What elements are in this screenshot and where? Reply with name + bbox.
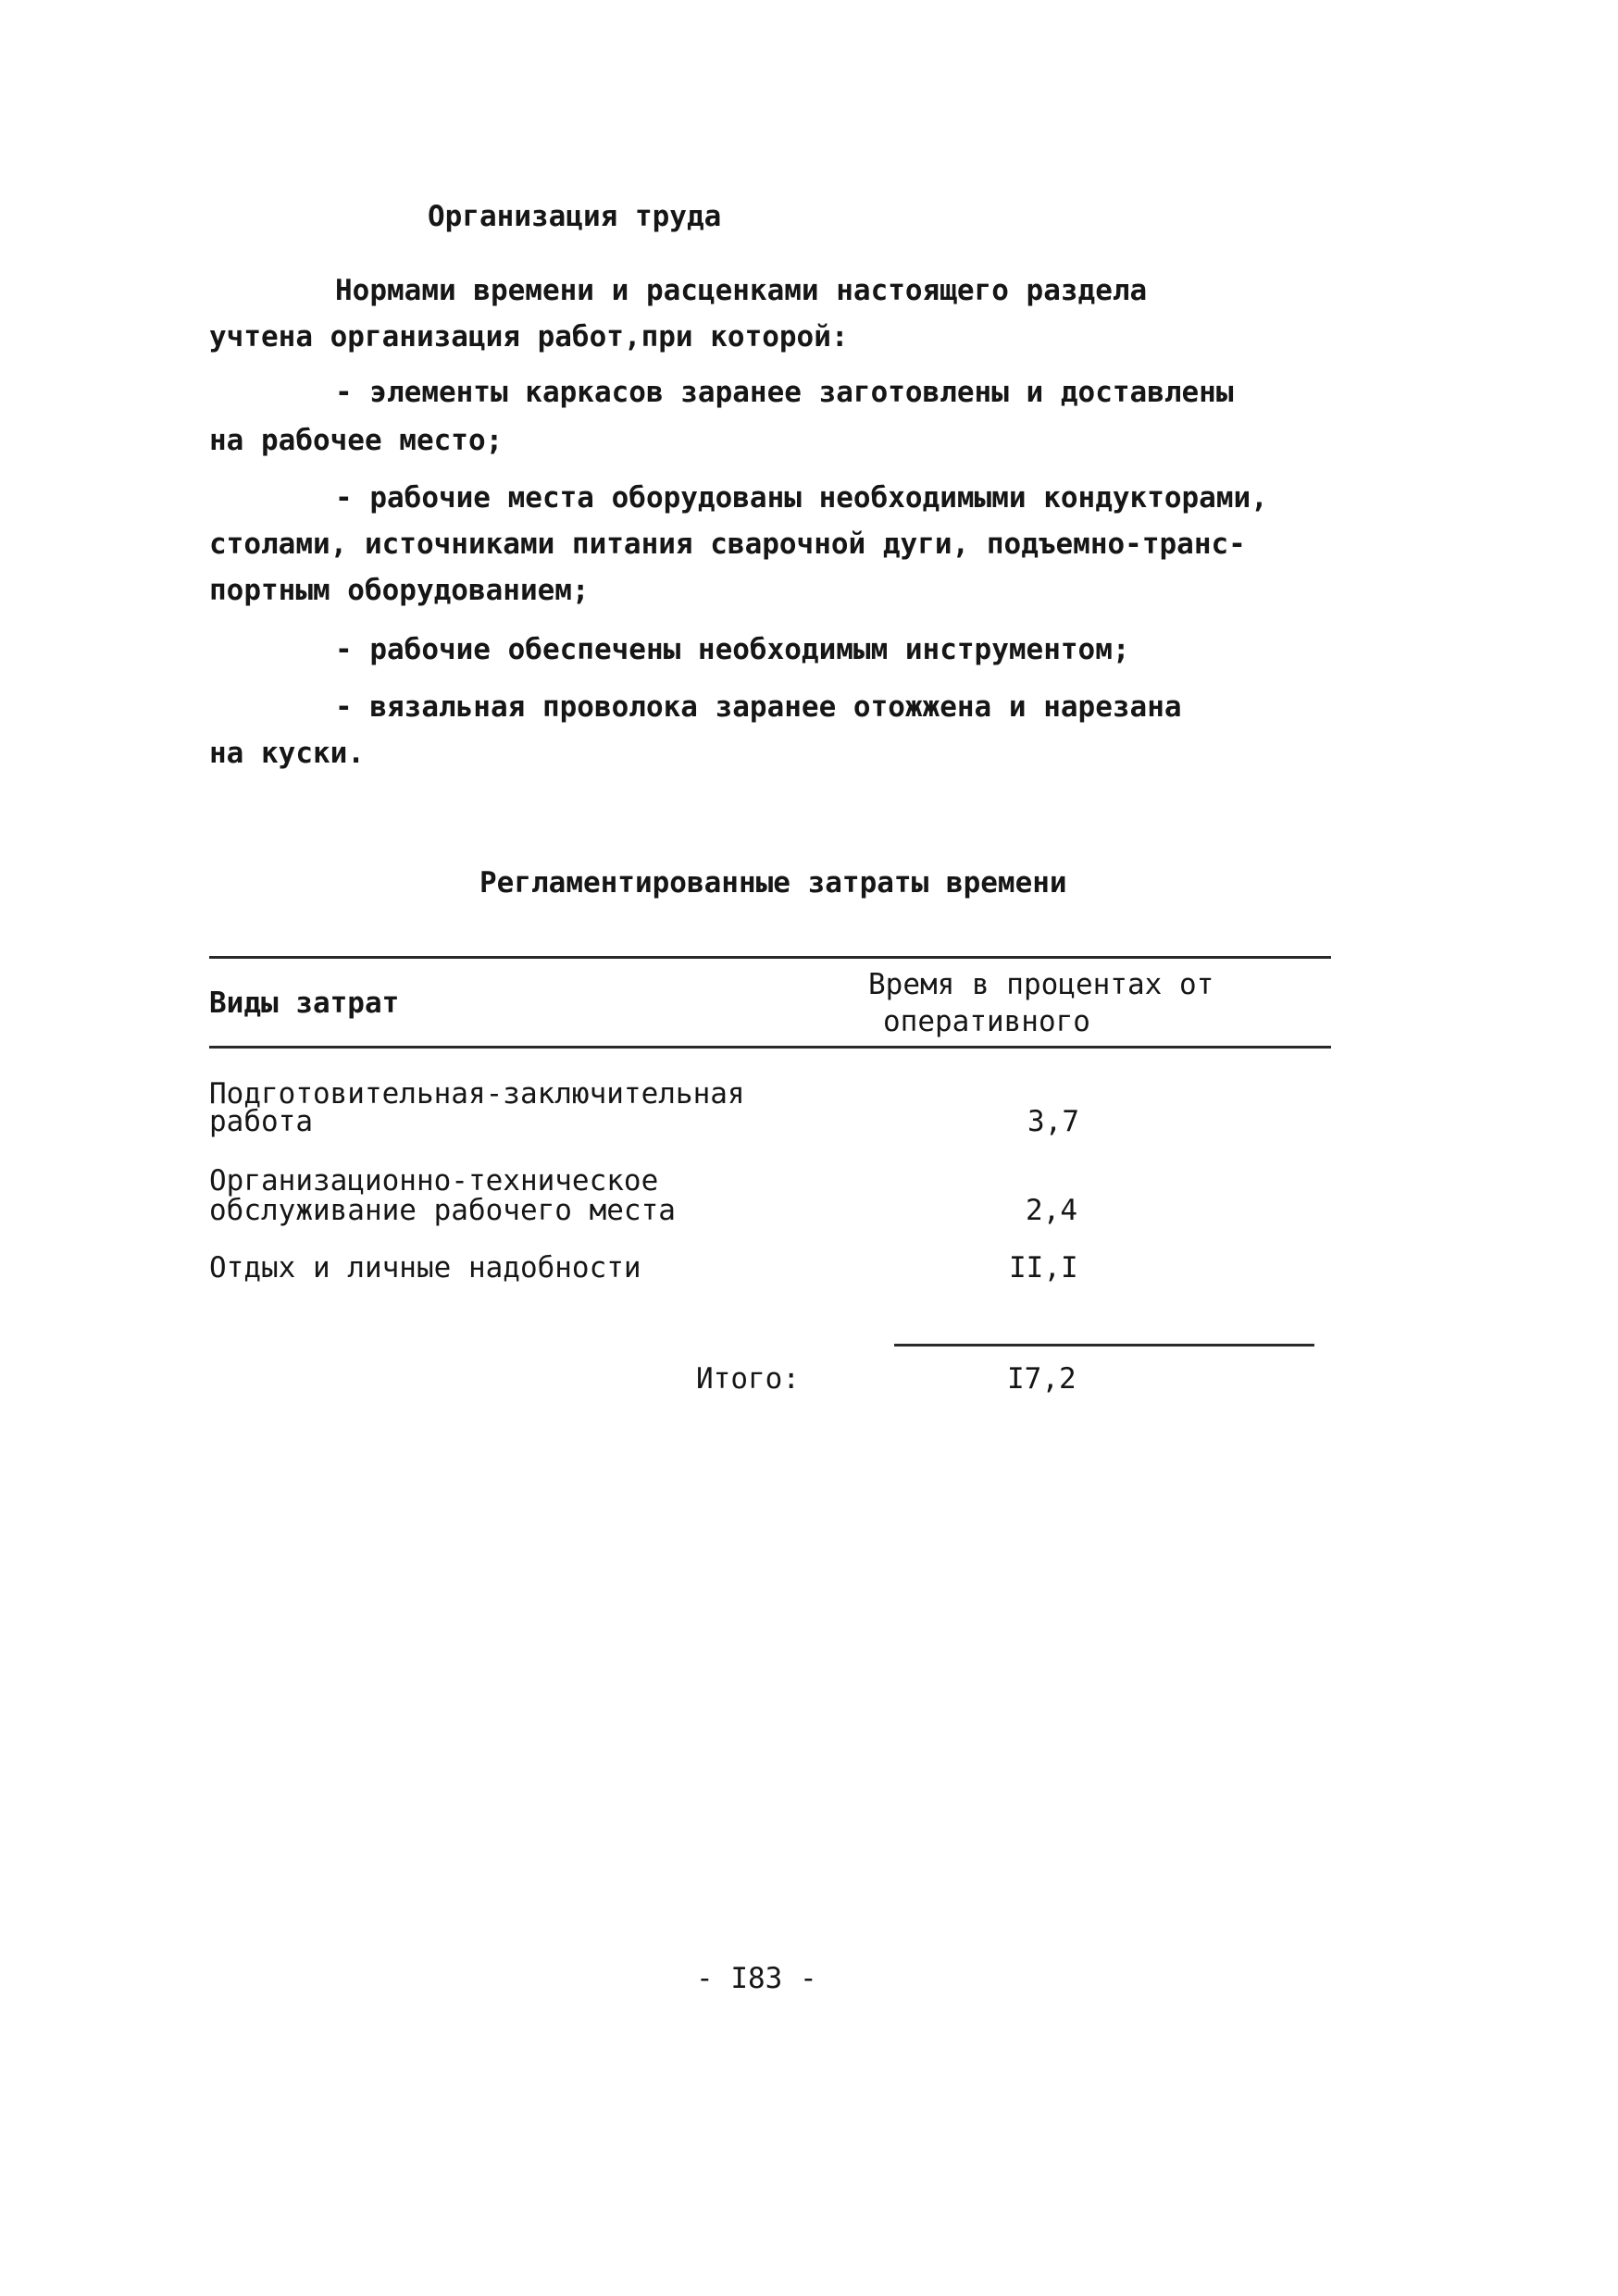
table-row-2-label-line-1: Организационно-техническое (209, 1164, 659, 1198)
table-total-label: Итого: (696, 1362, 800, 1396)
table-row-1-label-line-2: работа (209, 1105, 313, 1138)
bullet-4-line-2: на куски. (209, 737, 365, 770)
table-row-2-label-line-2: обслуживание рабочего места (209, 1194, 676, 1227)
section-title: Организация труда (428, 200, 722, 233)
table-total-value: I7,2 (1007, 1362, 1077, 1396)
bullet-2-line-3: портным оборудованием; (209, 574, 590, 607)
table-header-col1: Виды затрат (209, 987, 400, 1020)
table-row-2-value: 2,4 (1026, 1194, 1077, 1227)
bullet-2-line-2: столами, источниками питания сварочной дуги, подъемно-транс- (209, 527, 1246, 561)
table-header-col2-line-2: оперативного (883, 1005, 1090, 1038)
table-title: Регламентированные затраты времени (479, 866, 1067, 900)
intro-line-2: учтена организация работ,при которой: (209, 320, 849, 354)
table-row-1-label-line-1: Подготовительная-заключительная (209, 1077, 745, 1111)
bullet-2-line-1: - рабочие места оборудованы необходимыми кондукторами, (335, 481, 1268, 515)
bullet-1-line-1: - элементы каркасов заранее заготовлены и доставлены (335, 376, 1234, 409)
bullet-4-line-1: - вязальная проволока заранее отожжена и нарезана (335, 690, 1182, 724)
page-number: - I83 - (696, 1962, 817, 1995)
table-row-3-value: II,I (1009, 1251, 1078, 1285)
table-header-col2-line-1: Время в процентах от (868, 968, 1214, 1001)
table-top-rule (209, 956, 1331, 959)
bullet-3-line-1: - рабочие обеспечены необходимым инструментом; (335, 633, 1130, 666)
table-row-1-value: 3,7 (1027, 1105, 1079, 1138)
bullet-1-line-2: на рабочее место; (209, 424, 504, 457)
intro-line-1: Нормами времени и расценками настоящего раздела (335, 274, 1148, 307)
table-row-3-label: Отдых и личные надобности (209, 1251, 641, 1285)
table-header-rule (209, 1046, 1331, 1049)
table-total-rule (894, 1344, 1314, 1347)
